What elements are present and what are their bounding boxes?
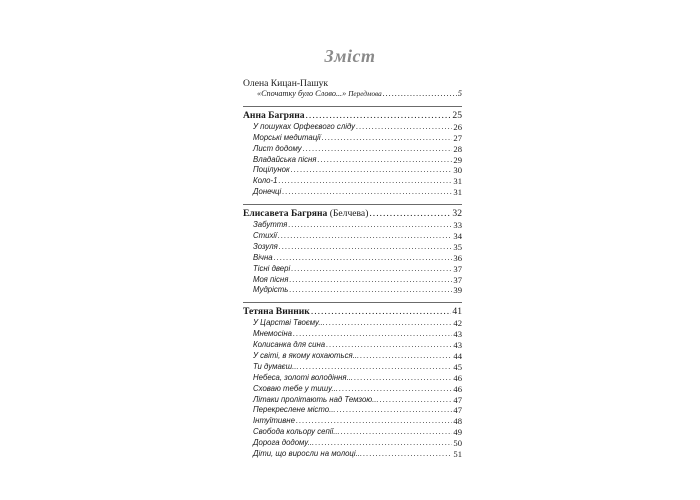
toc-entry-author[interactable]	[243, 208, 462, 220]
author-extra: (Белчева)	[327, 208, 369, 220]
entry-title	[257, 89, 382, 100]
dot-leader	[326, 318, 453, 329]
sections	[243, 106, 462, 460]
toc-entry-author[interactable]	[243, 110, 462, 122]
dot-leader	[282, 187, 452, 198]
dot-leader	[360, 351, 452, 362]
page-number: 36	[453, 252, 462, 263]
page-number: 47	[453, 394, 462, 405]
toc-entry-poem[interactable]	[243, 340, 462, 351]
poem-title: Свобода кольору сепії...	[253, 427, 340, 437]
poem-title: Владайська пісня	[253, 154, 317, 164]
poem-title: Вічна	[253, 252, 273, 262]
section-divider	[243, 106, 462, 107]
page-number: 25	[452, 109, 462, 121]
page-number: 31	[453, 176, 462, 187]
page-number: 48	[453, 416, 462, 427]
page-number: 50	[453, 438, 462, 449]
page-number: 43	[453, 340, 462, 351]
toc-entry-poem[interactable]	[243, 395, 462, 406]
page-number: 45	[453, 361, 462, 372]
dot-leader	[337, 405, 453, 416]
poem-title: Дорога додому...	[253, 438, 315, 448]
toc-entry-poem[interactable]	[243, 155, 462, 166]
toc-entry-poem[interactable]	[243, 231, 462, 242]
page-number: 44	[453, 351, 462, 362]
dot-leader	[300, 362, 453, 373]
toc-entry-poem[interactable]	[243, 253, 462, 264]
poem-title: Моя пісня	[253, 274, 289, 284]
author-name: Анна Багряна	[243, 109, 305, 121]
poem-title: Небеса, золоті володіння...	[253, 372, 354, 382]
page-number: 27	[453, 132, 462, 143]
page-number: 42	[453, 318, 462, 329]
toc-entry-poem[interactable]	[243, 416, 462, 427]
dot-leader	[289, 285, 452, 296]
toc-entry-poem[interactable]	[243, 384, 462, 395]
dot-leader	[303, 144, 453, 155]
intro-author: Олена Кицан-Пашук	[243, 78, 329, 89]
table-of-contents	[243, 78, 462, 460]
toc-entry-poem[interactable]	[243, 122, 462, 133]
toc-entry-poem[interactable]	[243, 329, 462, 340]
entry-title	[243, 110, 305, 122]
toc-entry-poem[interactable]	[243, 264, 462, 275]
toc-entry-poem[interactable]	[243, 275, 462, 286]
page-number: 47	[453, 405, 462, 416]
toc-entry-poem[interactable]	[243, 165, 462, 176]
dot-leader	[383, 89, 457, 100]
page-number: 49	[453, 427, 462, 438]
toc-entry-poem[interactable]	[243, 362, 462, 373]
poem-title: Ти думаєш...	[253, 361, 299, 371]
toc-entry-poem[interactable]	[243, 318, 462, 329]
page-number: 39	[453, 285, 462, 296]
page-number: 29	[453, 154, 462, 165]
toc-entry-poem[interactable]	[243, 427, 462, 438]
dot-leader	[317, 155, 452, 166]
dot-leader	[341, 427, 453, 438]
dot-leader	[306, 110, 452, 122]
page-number: 32	[452, 208, 462, 220]
toc-entry-poem[interactable]	[243, 373, 462, 384]
toc-entry-poem[interactable]	[243, 405, 462, 416]
page-number: 41	[452, 306, 462, 318]
poem-title: У пошуках Орфеєвого сліду	[253, 121, 356, 131]
dot-leader	[288, 220, 452, 231]
page-number: 51	[453, 449, 462, 460]
toc-entry-author[interactable]	[243, 306, 462, 318]
page-number: 28	[453, 143, 462, 154]
toc-entry-poem[interactable]	[243, 144, 462, 155]
dot-leader	[311, 306, 452, 318]
poem-title: Діти, що виросли на молоці...	[253, 449, 363, 459]
page-number: 37	[453, 274, 462, 285]
poem-title: Літаки пролітають над Темзою...	[253, 394, 379, 404]
poem-title: Коло-1	[253, 176, 278, 186]
page-number: 5	[457, 88, 462, 98]
page-number: 31	[453, 187, 462, 198]
entry-title	[243, 306, 310, 318]
page-number: 37	[453, 263, 462, 274]
poem-title: У світі, в якому кохаються...	[253, 351, 360, 361]
dot-leader	[315, 438, 452, 449]
section-divider	[243, 302, 462, 303]
poem-title: Мудрість	[253, 285, 289, 295]
toc-entry-poem[interactable]	[243, 176, 462, 187]
dot-leader	[278, 231, 453, 242]
page-number: 30	[453, 165, 462, 176]
dot-leader	[339, 384, 452, 395]
dot-leader	[293, 329, 452, 340]
page-number: 33	[453, 220, 462, 231]
page-number: 46	[453, 383, 462, 394]
dot-leader	[363, 449, 452, 460]
author-name: Елисавета Багряна	[243, 208, 328, 220]
toc-entry-poem[interactable]	[243, 242, 462, 253]
toc-entry-poem[interactable]	[243, 438, 462, 449]
page-number: 46	[453, 372, 462, 383]
dot-leader	[291, 264, 452, 275]
dot-leader	[296, 416, 452, 427]
toc-entry-poem[interactable]	[243, 133, 462, 144]
entry-title	[243, 208, 368, 220]
section-divider	[243, 204, 462, 205]
dot-leader	[356, 122, 452, 133]
dot-leader	[322, 133, 453, 144]
poem-title: Сховаю тебе у тишу...	[253, 383, 339, 393]
poem-title: Стихії	[253, 231, 277, 240]
dot-leader	[291, 165, 453, 176]
intro-work-sub: Передмова	[348, 89, 382, 98]
dot-leader	[289, 275, 452, 286]
dot-leader	[354, 373, 452, 384]
poem-title: Лист додому	[253, 143, 302, 153]
toc-entry-poem[interactable]	[243, 220, 462, 231]
toc-entry-poem[interactable]	[243, 187, 462, 198]
toc-entry-poem[interactable]	[243, 449, 462, 460]
intro-work-title: «Спочатку було Слово...»	[257, 88, 347, 98]
page-number: 35	[453, 241, 462, 252]
dot-leader	[369, 208, 451, 220]
poem-title: Морські медитації	[253, 132, 321, 142]
dot-leader	[278, 176, 452, 187]
page-number: 34	[453, 231, 462, 241]
poem-title: Перекреслене місто...	[253, 405, 336, 415]
page-title: Зміст	[324, 46, 376, 66]
dot-leader	[326, 340, 452, 351]
dot-leader	[279, 242, 453, 253]
poem-title: Мнемосіна	[253, 329, 292, 339]
poem-title: Поцілунок	[253, 165, 290, 175]
poem-title: Зозуля	[253, 241, 278, 251]
dot-leader	[380, 395, 453, 406]
poem-title: Забуття	[253, 220, 288, 230]
poem-title: У Царстві Твоєму...	[253, 318, 325, 328]
poem-title: Інтуїтивне	[253, 416, 295, 426]
poem-title: Тісні двері	[253, 263, 291, 273]
toc-entry-poem[interactable]	[243, 351, 462, 362]
page-number: 26	[453, 121, 462, 132]
toc-entry-intro[interactable]	[243, 89, 462, 100]
page-number: 43	[453, 329, 462, 340]
poem-title: Колисанка для сина	[253, 340, 326, 350]
toc-entry-poem[interactable]	[243, 285, 462, 296]
author-name: Тетяна Винник	[243, 306, 310, 318]
dot-leader	[274, 253, 453, 264]
poem-title: Донечці	[253, 187, 282, 197]
